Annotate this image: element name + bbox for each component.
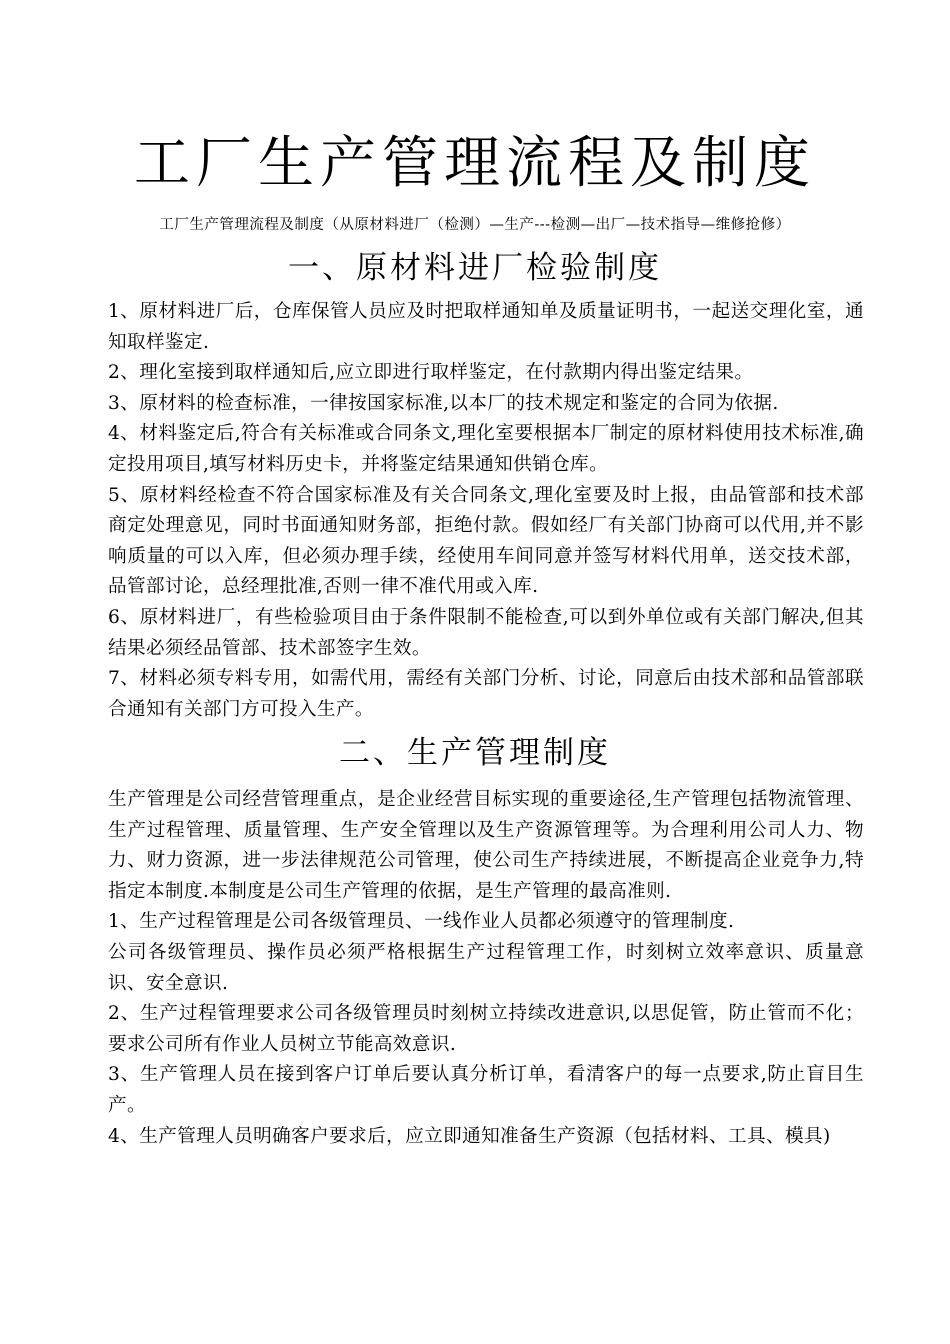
section2-body xyxy=(108,785,864,1152)
section1-paragraph-6: 6、原材料进厂，有些检验项目由于条件限制不能检查,可以到外单位或有关部门解决,但其结果必须经品管部、技术部签字生效。 xyxy=(108,606,864,659)
section2-paragraph-4: 4、生产管理人员明确客户要求后，应立即通知准备生产资源（包括材料、工具、模具) xyxy=(108,1125,831,1147)
section1-paragraph-2: 2、理化室接到取样通知后,应立即进行取样鉴定，在付款期内得出鉴定结果。 xyxy=(108,362,754,384)
section2-paragraph-3: 3、生产管理人员在接到客户订单后要认真分析订单，看清客户的每一点要求,防止盲目生产。 xyxy=(108,1064,864,1116)
document-subtitle: 工厂生产管理流程及制度（从原材料进厂（检测）—生产---检测—出厂—技术指导—维修抢修） xyxy=(159,217,791,233)
section1-paragraph-4: 4、材料鉴定后,符合有关标准或合同条文,理化室要根据本厂制定的原材料使用技术标准,确定投用项目,填写材料历史卡，并将鉴定结果通知供销仓库。 xyxy=(108,423,864,475)
section1-heading: 一、原材料进厂检验制度 xyxy=(288,250,662,286)
section1-paragraph-1: 1、原材料进厂后，仓库保管人员应及时把取样通知单及质量证明书，一起送交理化室，通知取样鉴定. xyxy=(108,301,864,353)
section2-paragraph-1: 1、生产过程管理是公司各级管理员、一线作业人员都必须遵守的管理制度. xyxy=(108,911,735,933)
section2-paragraph-2: 2、生产过程管理要求公司各级管理员时刻树立持续改进意识,以思促管，防止管而不化；要求公司所有作业人员树立节能高效意识. xyxy=(108,1003,864,1055)
section1-body xyxy=(108,297,864,725)
section1-paragraph-3: 3、原材料的检查标准，一律按国家标准,以本厂的技术规定和鉴定的合同为依据. xyxy=(108,392,779,414)
section2-heading: 二、生产管理制度 xyxy=(339,735,611,771)
section2-intro-paragraph: 生产管理是公司经营管理重点，是企业经营目标实现的重要途径,生产管理包括物流管理、生产过程管理、质量管理、生产安全管理以及生产资源管理等。为合理利用公司人力、物力、财力资源，进一步法律规范公司管理，使公司生产持续进展，不断提高企业竞争力,特指定本制度.本制度是公司生产管理的依据，是生产管理的最高准则. xyxy=(108,789,864,902)
section2-paragraph-1-detail: 公司各级管理员、操作员必须严格根据生产过程管理工作，时刻树立效率意识、质量意识、安全意识. xyxy=(108,941,864,994)
section1-paragraph-7: 7、材料必须专料专用，如需代用，需经有关部门分析、讨论，同意后由技术部和品管部联合通知有关部门方可投入生产。 xyxy=(108,668,864,720)
document-title: 工厂生产管理流程及制度 xyxy=(134,131,816,196)
section1-paragraph-5: 5、原材料经检查不符合国家标准及有关合同条文,理化室要及时上报，由品管部和技术部商定处理意见，同时书面通知财务部，拒绝付款。假如经厂有关部门协商可以代用,并不影响质量的可以入库，但必须办理手续，经使用车间同意并签写材料代用单，送交技术部，品管部讨论，总经理批准,否则一律不准代用或入库. xyxy=(108,484,864,598)
